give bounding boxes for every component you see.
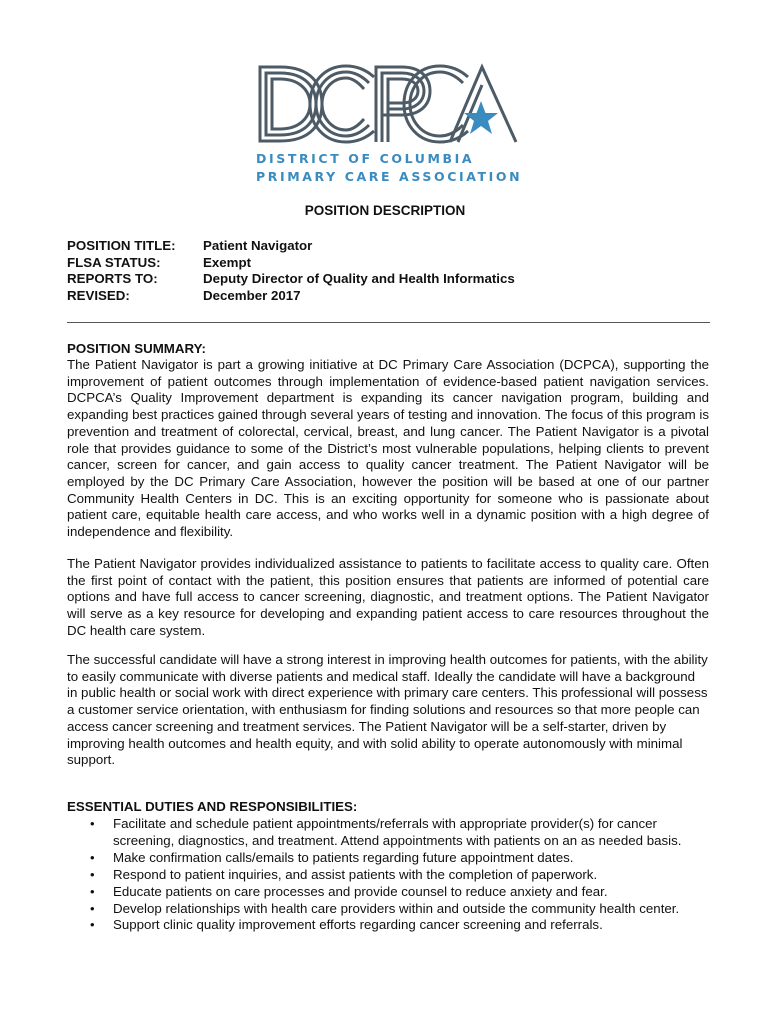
org-name-line1: DISTRICT OF COLUMBIA	[256, 151, 475, 166]
list-item	[90, 883, 713, 901]
meta-row-flsa-status	[67, 255, 515, 272]
position-summary-heading: POSITION SUMMARY:	[67, 341, 206, 356]
org-name-line2: PRIMARY CARE ASSOCIATION	[256, 169, 523, 184]
list-item	[90, 917, 713, 934]
meta-row-revised	[67, 288, 515, 305]
summary-paragraph-1: The Patient Navigator is part a growing initiative at DC Primary Care Association (DCPCA), supporting the improvement of patient outcomes through implementation of evidence-based patient navigation services. DCPCA’s Quality Improvement department is expanding its cancer navigation program, building and expanding best practices gained through several years of testing and innovation. The focus of this program is prevention and treatment of colorectal, cervical, breast, and lung cancer. The Patient Navigator is a pivotal role that provides guidance to some of the District’s most vulnerable populations, helping clients to prevent cancer, screen for cancer, and gain access to quality cancer treatment. The Patient Navigator will be employed by the DC Primary Care Association, however the position will be based at one of our partner Community Health Centers in DC. This is an exciting opportunity for someone who is passionate about patient care, equitable health care access, and who works well in a dynamic position with a high degree of independence and flexibility.	[67, 357, 709, 540]
bullet-icon: •	[90, 917, 95, 933]
duty-text: Educate patients on care processes and provide counsel to reduce anxiety and fear.	[113, 883, 608, 899]
summary-paragraph-2: The Patient Navigator provides individualized assistance to patients to facilitate access to quality care. Often the first point of contact with the patient, this position ensures that patients are informed of potential care options and have full access to cancer screening, diagnostic, and treatment options. The Patient Navigator will serve as a key resource for developing and expanding patient access to care resources throughout the DC health care system.	[67, 556, 709, 638]
bullet-icon: •	[90, 866, 95, 882]
duties-list	[90, 816, 713, 934]
list-item	[90, 866, 713, 884]
duty-text: Respond to patient inquiries, and assist patients with the completion of paperwork.	[113, 866, 598, 882]
meta-value: December 2017	[203, 288, 301, 304]
bullet-icon: •	[90, 849, 95, 865]
duties-heading: ESSENTIAL DUTIES AND RESPONSIBILITIES:	[67, 799, 358, 814]
meta-value: Patient Navigator	[203, 238, 313, 253]
list-item	[90, 900, 713, 918]
position-metadata	[67, 238, 515, 305]
bullet-icon: •	[90, 816, 95, 831]
list-item	[90, 849, 713, 867]
duty-text: Develop relationships with health care providers within and outside the community health center.	[113, 900, 680, 916]
duty-text: Facilitate and schedule patient appointments/referrals with appropriate provider(s) for cancer screening, diagnostics, and treatment. Attend appointments with patients on an as needed basis.	[113, 816, 682, 848]
meta-value: Deputy Director of Quality and Health Informatics	[203, 271, 515, 287]
document-title: POSITION DESCRIPTION	[304, 203, 466, 218]
list-item	[90, 816, 713, 850]
meta-label: POSITION TITLE:	[67, 238, 176, 253]
meta-label: REVISED:	[67, 288, 130, 304]
meta-label: REPORTS TO:	[67, 271, 158, 287]
summary-paragraph-3: The successful candidate will have a strong interest in improving health outcomes for patients, with the ability to easily communicate with diverse patients and medical staff. Ideally the candidate will have a background in public health or social work with direct experience with primary care centers. This professional will possess a customer service orientation, with enthusiasm for finding solutions and resources so that more people can access cancer screening and treatment services. The Patient Navigator will be a self-starter, driven by improving health outcomes and health equity, and with solid ability to operate autonomously with minimal support.	[67, 652, 708, 768]
bullet-icon: •	[90, 883, 95, 899]
duty-text: Support clinic quality improvement efforts regarding cancer screening and referrals.	[113, 917, 603, 933]
meta-row-position-title	[67, 238, 515, 255]
section-divider	[67, 322, 710, 323]
meta-label: FLSA STATUS:	[67, 254, 161, 270]
meta-row-reports-to	[67, 271, 515, 288]
meta-value: Exempt	[203, 254, 252, 270]
duty-text: Make confirmation calls/emails to patients regarding future appointment dates.	[113, 849, 574, 865]
bullet-icon: •	[90, 900, 95, 916]
